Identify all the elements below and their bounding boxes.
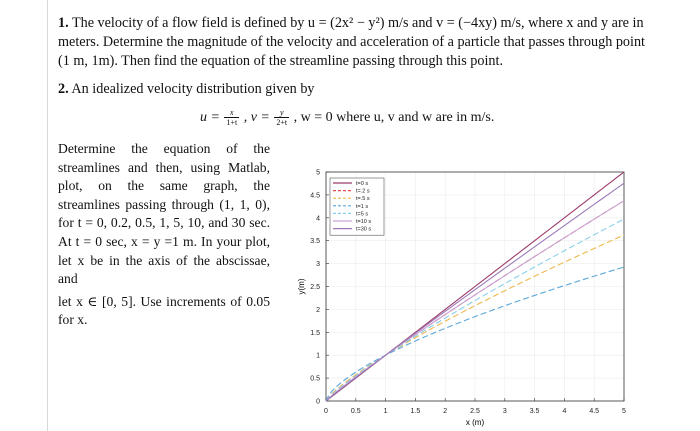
chart-legend — [330, 178, 384, 235]
y-tick-label: 2 — [316, 306, 320, 314]
problem-1-number: 1. — [58, 15, 69, 31]
x-tick-label: 1 — [383, 408, 388, 415]
x-tick-label: 5 — [622, 408, 626, 415]
eq-v-denominator: 2+t — [276, 118, 288, 128]
y-tick-label: 1.5 — [310, 329, 320, 337]
eq-u-prefix: u = — [200, 110, 220, 125]
legend-label-4: t=5 s — [356, 211, 369, 218]
problem-2-intro-text: An idealized velocity distribution given by — [71, 81, 315, 97]
x-tick-label: 3.5 — [529, 408, 540, 415]
x-tick-label: 3 — [502, 408, 507, 415]
y-tick-label: 3.5 — [310, 238, 320, 246]
y-tick-label: 2.5 — [310, 284, 320, 291]
velocity-equation — [200, 108, 494, 128]
problem-2-para-1: Determine the equation of the streamlines and then, using Matlab, plot, on the same graph, the streamlines passing through (1, 1, 0), for t = 0, 0.2, 0.5, 1, 5, 10, and 30 sec. At t = 0 sec, x = y =1 m. In your plot, let x be in the axis of the abscissae, and — [58, 141, 270, 287]
x-tick-label: 4 — [562, 408, 567, 415]
problem-2-number: 2. — [58, 81, 69, 97]
y-tick-label: 4.5 — [310, 192, 320, 200]
x-tick-label: 0 — [324, 408, 328, 415]
eq-u-fraction — [224, 108, 239, 127]
legend-label-2: t=.5 s — [356, 196, 370, 203]
y-tick-label: 0.5 — [310, 375, 320, 383]
problem-2-para-2: let x ∈ [0, 5]. Use increments of 0.05 for x. — [58, 293, 270, 328]
x-tick-label: 2.5 — [470, 408, 480, 415]
page-border — [47, 0, 48, 431]
x-tick-label: 2 — [443, 408, 448, 415]
eq-v-numerator: y — [274, 108, 289, 118]
y-axis-label: y(m) — [297, 278, 306, 295]
eq-v-prefix: , v = — [243, 110, 270, 125]
eq-tail: , w = 0 where u, v and w are in m/s. — [293, 110, 495, 125]
legend-label-6: t=30 s — [356, 226, 372, 233]
x-tick-label: 0.5 — [350, 408, 361, 415]
streamline-chart — [280, 158, 700, 431]
legend-label-0: t=0 s — [356, 181, 369, 187]
problem-1-text: The velocity of a flow field is defined by u = (2x² − y²) m/s and v = (−4xy) m/s, where x and y are in meters. Determine the magnitude of the velocity and acceleration of a particle that passes through point (1 m, 1m). Then find the equation of the streamline passing through this point. — [58, 15, 645, 69]
y-tick-label: 3 — [316, 261, 320, 269]
eq-v-fraction — [274, 108, 289, 127]
legend-label-5: t=10 s — [356, 219, 372, 225]
problem-2-intro — [58, 80, 315, 99]
legend-label-3: t=1 s — [356, 203, 369, 210]
y-tick-label: 4 — [316, 215, 320, 223]
problem-1 — [58, 14, 650, 71]
y-tick-label: 5 — [316, 169, 320, 177]
x-tick-label: 4.5 — [589, 408, 600, 415]
problem-2-body — [58, 140, 270, 334]
y-tick-label: 1 — [316, 352, 320, 360]
legend-label-1: t=.2 s — [356, 188, 370, 195]
x-tick-label: 1.5 — [410, 408, 421, 415]
x-axis-label: x (m) — [465, 418, 485, 427]
eq-u-denominator: 1+t — [226, 118, 238, 128]
eq-u-numerator: x — [224, 108, 239, 118]
y-tick-label: 0 — [316, 398, 320, 406]
